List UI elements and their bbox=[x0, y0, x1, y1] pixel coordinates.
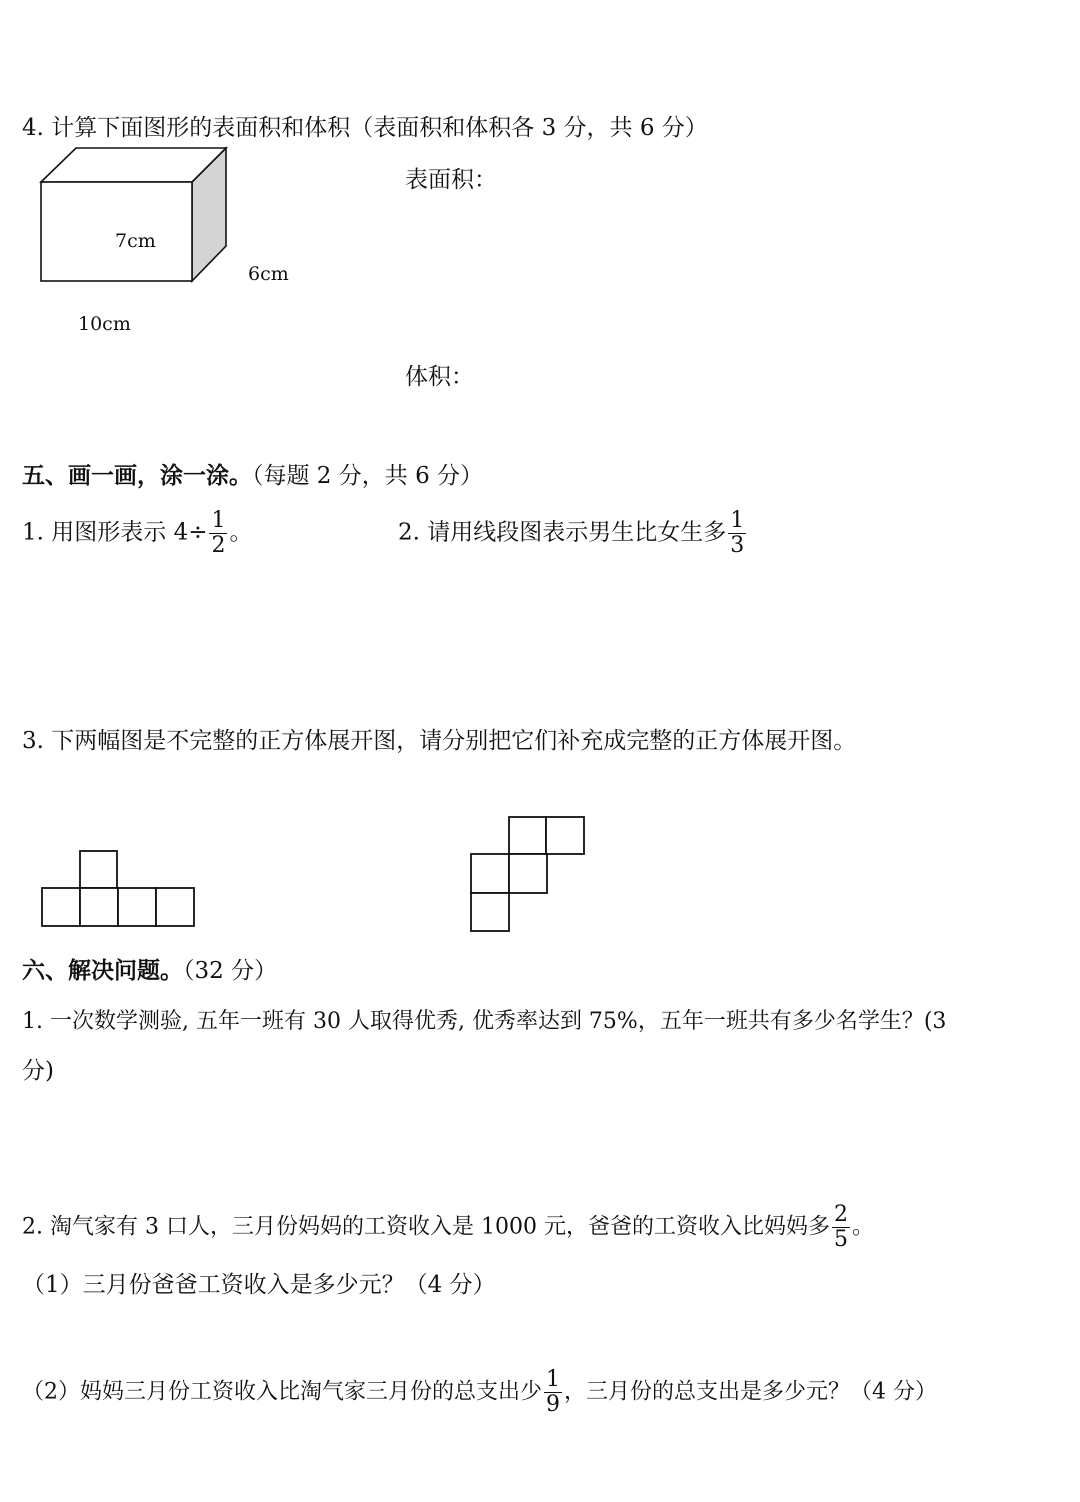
fraction-numerator: 1 bbox=[730, 508, 745, 533]
net1-square bbox=[118, 888, 156, 926]
s6-q2-sub2-text-b: ，三月份的总支出是多少元？（4 分） bbox=[564, 1379, 937, 1405]
s6-q2-fraction bbox=[832, 1203, 850, 1252]
s5-q1-suffix: 。 bbox=[229, 519, 253, 546]
section6-header bbox=[22, 956, 277, 986]
s5-q1 bbox=[22, 509, 252, 558]
cuboid-length-label: 10cm bbox=[78, 313, 131, 335]
net1-square bbox=[80, 888, 118, 926]
s6-q1-line1: 1. 一次数学测验, 五年一班有 30 人取得优秀, 优秀率达到 75%，五年一班共有多少名学生？(3 bbox=[22, 1009, 947, 1034]
net1-square bbox=[80, 851, 117, 888]
s5-q1-text: 1. 用图形表示 4÷ bbox=[22, 519, 208, 546]
fraction-denominator: 3 bbox=[730, 533, 745, 558]
s6-q2-sub1: （1）三月份爸爸工资收入是多少元？（4 分） bbox=[22, 1272, 496, 1298]
section5-score: （每题 2 分，共 6 分） bbox=[252, 463, 484, 489]
fraction-denominator: 2 bbox=[211, 533, 226, 558]
fraction-denominator: 9 bbox=[546, 1392, 560, 1417]
s6-q2-text: 2. 淘气家有 3 口人，三月份妈妈的工资收入是 1000 元，爸爸的工资收入比妈妈多 bbox=[22, 1214, 830, 1240]
net2-square bbox=[471, 854, 509, 893]
net2-square bbox=[509, 817, 546, 854]
s5-q3: 3. 下两幅图是不完整的正方体展开图，请分别把它们补充成完整的正方体展开图。 bbox=[22, 728, 857, 754]
fraction-numerator: 2 bbox=[833, 1202, 848, 1227]
cuboid-height-label: 7cm bbox=[115, 230, 156, 252]
s6-q2-sub2-text-a: （2）妈妈三月份工资收入比淘气家三月份的总支出少 bbox=[22, 1379, 542, 1405]
net2-square bbox=[546, 817, 584, 854]
net1-square bbox=[156, 888, 194, 926]
s6-q2-sub2-fraction bbox=[544, 1368, 562, 1417]
fraction-numerator: 1 bbox=[211, 508, 226, 533]
section5-header bbox=[22, 461, 483, 491]
net2-square bbox=[471, 893, 509, 931]
section6-heading: 六、解决问题。 bbox=[22, 957, 183, 984]
s6-q2-sub2 bbox=[22, 1368, 937, 1417]
s6-q2-suffix: 。 bbox=[851, 1214, 874, 1240]
cuboid-depth-label: 6cm bbox=[248, 263, 289, 285]
net1-square bbox=[42, 888, 80, 926]
section5-heading: 五、画一画，涂一涂。 bbox=[22, 462, 252, 489]
fraction-numerator: 1 bbox=[546, 1367, 560, 1392]
s5-q1-fraction bbox=[209, 509, 227, 558]
fraction-denominator: 5 bbox=[833, 1227, 848, 1252]
s6-q2 bbox=[22, 1203, 874, 1252]
surface-area-label: 表面积： bbox=[405, 167, 497, 193]
s5-q2-fraction bbox=[728, 509, 746, 558]
q4-title: 4. 计算下面图形的表面积和体积（表面积和体积各 3 分，共 6 分） bbox=[22, 115, 708, 141]
volume-label: 体积： bbox=[405, 364, 474, 390]
s5-q2-text: 2. 请用线段图表示男生比女生多 bbox=[398, 519, 727, 546]
cuboid-figure bbox=[41, 148, 226, 281]
cube-net-2 bbox=[471, 817, 584, 931]
cube-net-1 bbox=[42, 851, 194, 926]
s5-q2 bbox=[398, 509, 748, 558]
section6-score: （32 分） bbox=[183, 958, 278, 984]
net2-square bbox=[509, 854, 547, 893]
s6-q1-line2: 分) bbox=[22, 1058, 54, 1084]
